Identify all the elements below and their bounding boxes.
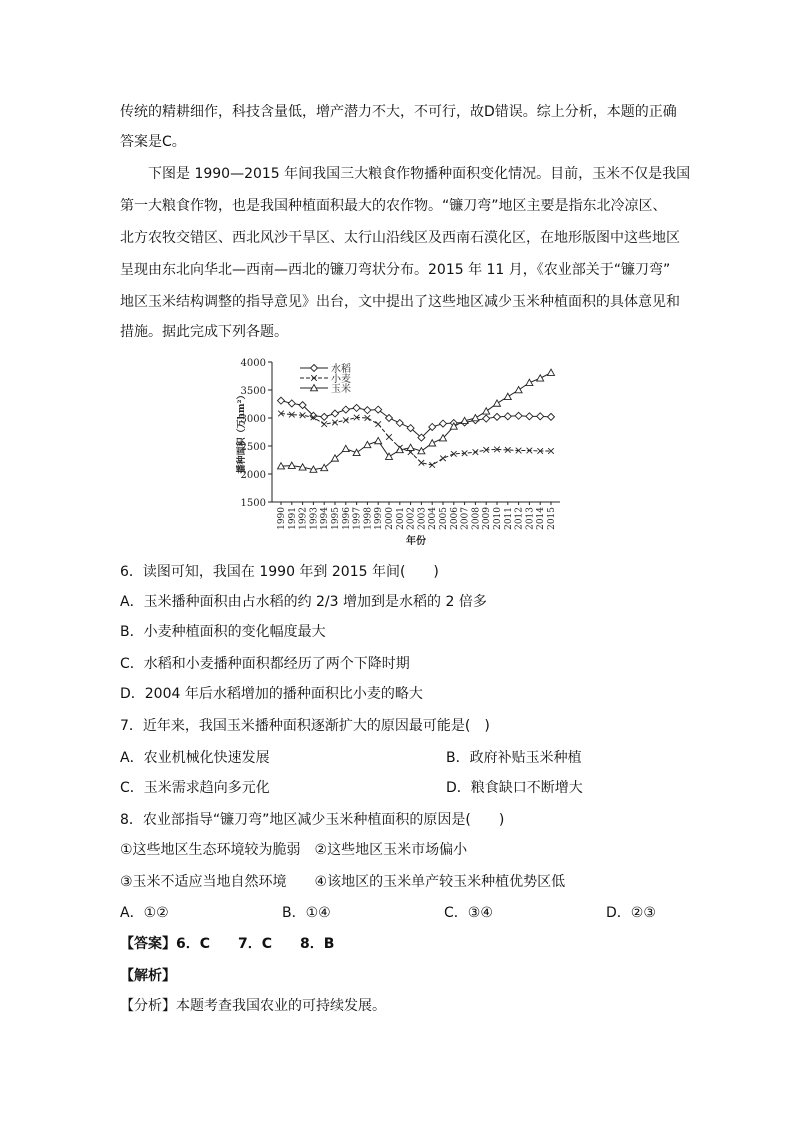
x-tick-label: 2006 (449, 507, 460, 530)
data-point-s0 (440, 420, 447, 427)
x-tick-label: 2001 (395, 507, 406, 530)
x-tick-label: 2009 (482, 507, 493, 530)
data-point-s2 (472, 415, 479, 421)
data-point-s0 (278, 397, 285, 404)
x-tick-label: 1994 (320, 507, 331, 530)
analysis-label: 【解析】 (120, 968, 176, 984)
passage-line-2: 第一大粮食作物，也是我国种植面积最大的农作物。“镰刀弯”地区主要是指东北冷凉区、 (120, 198, 667, 214)
q8-stem: 8．农业部指导“镰刀弯”地区减少玉米种植面积的原因是( ) (120, 812, 505, 828)
data-point-s2 (504, 393, 511, 399)
x-tick-label: 2005 (439, 507, 449, 530)
q7-stem: 7．近年来，我国玉米播种面积逐渐扩大的原因最可能是( ) (120, 718, 490, 734)
x-tick-label: 2004 (428, 507, 439, 530)
legend-label-2: 玉米 (331, 384, 351, 395)
q6-option-a: A．玉米播种面积由占水稻的约 2/3 增加到是水稻的 2 倍多 (120, 594, 487, 610)
x-tick-label: 1993 (309, 507, 320, 530)
x-tick-label: 1990 (277, 507, 287, 530)
y-tick-label: 1500 (240, 498, 266, 509)
legend-label-1: 小麦 (331, 374, 351, 385)
intro-line-1: 传统的精耕细作，科技含量低，增产潜力不大，不可行，故D错误。综上分析，本题的正确 (120, 104, 677, 120)
data-point-s2 (364, 441, 371, 447)
passage-line-4: 呈现由东北向华北—西南—西北的镰刀弯状分布。2015 年 11 月，《农业部关于“镰刀弯” (120, 262, 671, 278)
x-tick-label: 2007 (460, 507, 471, 530)
data-point-s1 (375, 421, 381, 427)
x-tick-label: 2003 (417, 507, 428, 530)
data-point-s0 (396, 420, 403, 427)
x-axis-title: 年份 (406, 536, 426, 547)
x-tick-label: 1998 (363, 507, 374, 530)
data-point-s0 (483, 415, 490, 422)
q7-option-a: A．农业机械化快速发展 (120, 750, 270, 766)
x-tick-label: 2000 (385, 507, 395, 530)
data-point-s1 (440, 456, 446, 462)
q6-stem: 6．读图可知，我国在 1990 年到 2015 年间( ) (120, 564, 439, 580)
data-point-s2 (353, 449, 360, 455)
q6-option-b: B．小麦种植面积的变化幅度最大 (120, 624, 326, 640)
x-tick-label: 2002 (406, 507, 417, 530)
data-point-s0 (353, 404, 360, 411)
y-tick-label: 2500 (240, 442, 266, 453)
x-tick-label: 1996 (341, 507, 352, 530)
y-tick-label: 2000 (240, 470, 266, 481)
x-tick-label: 2014 (536, 507, 547, 530)
crop-area-line-chart (0, 350, 794, 550)
q7-option-c: C．玉米需求趋向多元化 (120, 780, 270, 796)
q7-option-b: B．政府补贴玉米种植 (446, 750, 582, 766)
series-line-1 (281, 414, 551, 466)
data-point-s2 (483, 408, 490, 414)
data-point-s0 (494, 413, 501, 420)
x-tick-label: 1992 (298, 507, 309, 530)
series-line-2 (281, 373, 551, 470)
data-point-s0 (515, 412, 522, 419)
data-point-s0 (342, 406, 349, 413)
legend-marker-0 (311, 365, 318, 372)
x-tick-label: 1997 (352, 507, 363, 530)
data-point-s0 (364, 407, 371, 414)
q8-option-c: C．③④ (444, 905, 493, 921)
data-point-s0 (537, 413, 544, 420)
y-tick-label: 3000 (240, 414, 266, 425)
x-tick-label: 1995 (331, 507, 341, 530)
x-tick-label: 1991 (287, 507, 298, 530)
q8-option-d: D．②③ (606, 905, 656, 921)
q8-option-b: B．①④ (282, 905, 331, 921)
data-point-s0 (526, 413, 533, 420)
analysis-text: 【分析】本题考查我国农业的可持续发展。 (120, 998, 386, 1014)
q7-option-d: D．粮食缺口不断增大 (446, 780, 583, 796)
data-point-s1 (321, 421, 327, 427)
x-tick-label: 2010 (493, 507, 503, 530)
y-axis-title: 播种面积（万hm²） (237, 390, 247, 474)
q6-option-d: D．2004 年后水稻增加的播种面积比小麦的略大 (120, 686, 423, 702)
data-point-s0 (504, 413, 511, 420)
passage-line-6: 措施。据此完成下列各题。 (120, 324, 288, 340)
q8-statements-12: ①这些地区生态环境较为脆弱 ②这些地区玉米市场偏小 (120, 842, 468, 858)
x-tick-label: 2015 (547, 507, 557, 530)
data-point-s0 (332, 410, 339, 417)
data-point-s2 (407, 444, 414, 450)
data-point-s1 (386, 434, 392, 440)
data-point-s2 (526, 379, 533, 385)
y-tick-label: 3500 (240, 386, 266, 397)
data-point-s2 (429, 440, 436, 446)
x-tick-label: 1999 (374, 507, 385, 530)
data-point-s2 (548, 369, 555, 375)
x-tick-label: 2012 (514, 507, 525, 530)
data-point-s0 (321, 413, 328, 420)
passage-line-5: 地区玉米结构调整的指导意见》出台，文中提出了这些地区减少玉米种植面积的具体意见和 (120, 294, 680, 310)
y-tick-label: 4000 (240, 358, 266, 369)
legend-label-0: 水稻 (331, 364, 351, 375)
data-point-s2 (515, 387, 522, 393)
data-point-s2 (494, 400, 501, 406)
passage-line-1: 下图是 1990—2015 年间我国三大粮食作物播种面积变化情况。目前，玉米不仅是我国 (148, 166, 691, 182)
q8-option-a: A．①② (120, 905, 169, 921)
data-point-s2 (375, 437, 382, 443)
data-point-s2 (342, 445, 349, 451)
data-point-s0 (288, 400, 295, 407)
data-point-s2 (386, 453, 393, 459)
x-tick-label: 2011 (503, 507, 514, 530)
answer-line: 【答案】6．C 7．C 8．B (120, 936, 335, 952)
q6-option-c: C．水稻和小麦播种面积都经历了两个下降时期 (120, 656, 410, 672)
passage-line-3: 北方农牧交错区、西北风沙干旱区、太行山沿线区及西南石漠化区，在地形版图中这些地区 (120, 230, 680, 246)
intro-line-2: 答案是C。 (120, 134, 186, 150)
x-tick-label: 2008 (471, 507, 482, 530)
data-point-s0 (548, 413, 555, 420)
data-point-s2 (537, 375, 544, 381)
x-tick-label: 2013 (525, 507, 536, 530)
series-line-0 (281, 401, 551, 438)
q8-statements-34: ③玉米不适应当地自然环境 ④该地区的玉米单产较玉米种植优势区低 (120, 874, 566, 890)
